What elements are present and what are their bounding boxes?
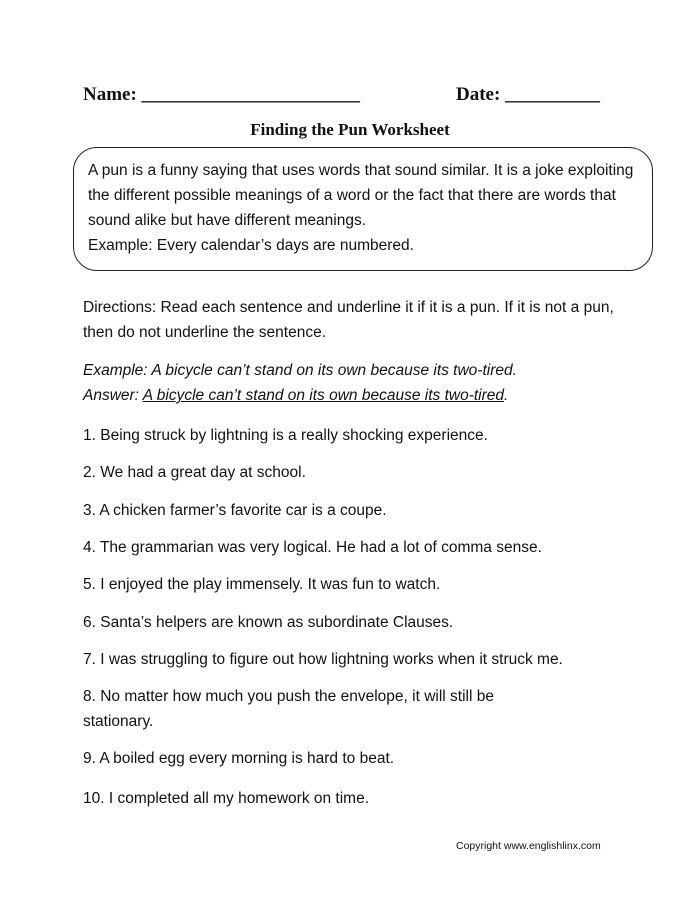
- header-row: [83, 84, 603, 108]
- question-5[interactable]: 5. I enjoyed the play immensely. It was fun to watch.: [83, 576, 441, 593]
- definition-box: [73, 147, 653, 271]
- definition-text: A pun is a funny saying that uses words that sound similar. It is a joke exploiting the different possible meanings of a word or the fact that there are words that sound alike but have different meanings.: [88, 162, 634, 229]
- question-7[interactable]: 7. I was struggling to figure out how lightning works when it struck me.: [83, 651, 563, 668]
- example-answer: [83, 383, 643, 408]
- answer-underlined: A bicycle can’t stand on its own because its two-tired: [142, 387, 505, 404]
- question-8[interactable]: 8. No matter how much you push the envelope, it will still be stationary.: [83, 688, 494, 730]
- question-3[interactable]: 3. A chicken farmer’s favorite car is a coupe.: [83, 502, 387, 519]
- example-block: [83, 358, 643, 408]
- question-6[interactable]: 6. Santa’s helpers are known as subordinate Clauses.: [83, 614, 454, 631]
- question-10[interactable]: 10. I completed all my homework on time.: [83, 790, 370, 807]
- worksheet-title: Finding the Pun Worksheet: [250, 120, 450, 139]
- directions-text: Directions: Read each sentence and underline it if it is a pun. If it is not a pun, then do not underline the sentence.: [83, 299, 614, 341]
- question-4[interactable]: 4. The grammarian was very logical. He had a lot of comma sense.: [83, 539, 542, 556]
- name-field-label[interactable]: Name: _______________________: [83, 84, 361, 105]
- date-field-label[interactable]: Date: __________: [456, 84, 601, 105]
- question-9[interactable]: 9. A boiled egg every morning is hard to beat.: [83, 750, 395, 767]
- definition-example: Example: Every calendar’s days are numbered.: [88, 237, 414, 254]
- question-1[interactable]: 1. Being struck by lightning is a really shocking experience.: [83, 427, 488, 444]
- example-line: Example: A bicycle can’t stand on its own because its two-tired.: [83, 362, 517, 379]
- question-2[interactable]: 2. We had a great day at school.: [83, 464, 306, 481]
- answer-label: Answer:: [83, 387, 143, 404]
- directions: [83, 295, 643, 345]
- answer-end: .: [504, 387, 509, 404]
- copyright-notice: Copyright www.englishlinx.com: [456, 840, 601, 852]
